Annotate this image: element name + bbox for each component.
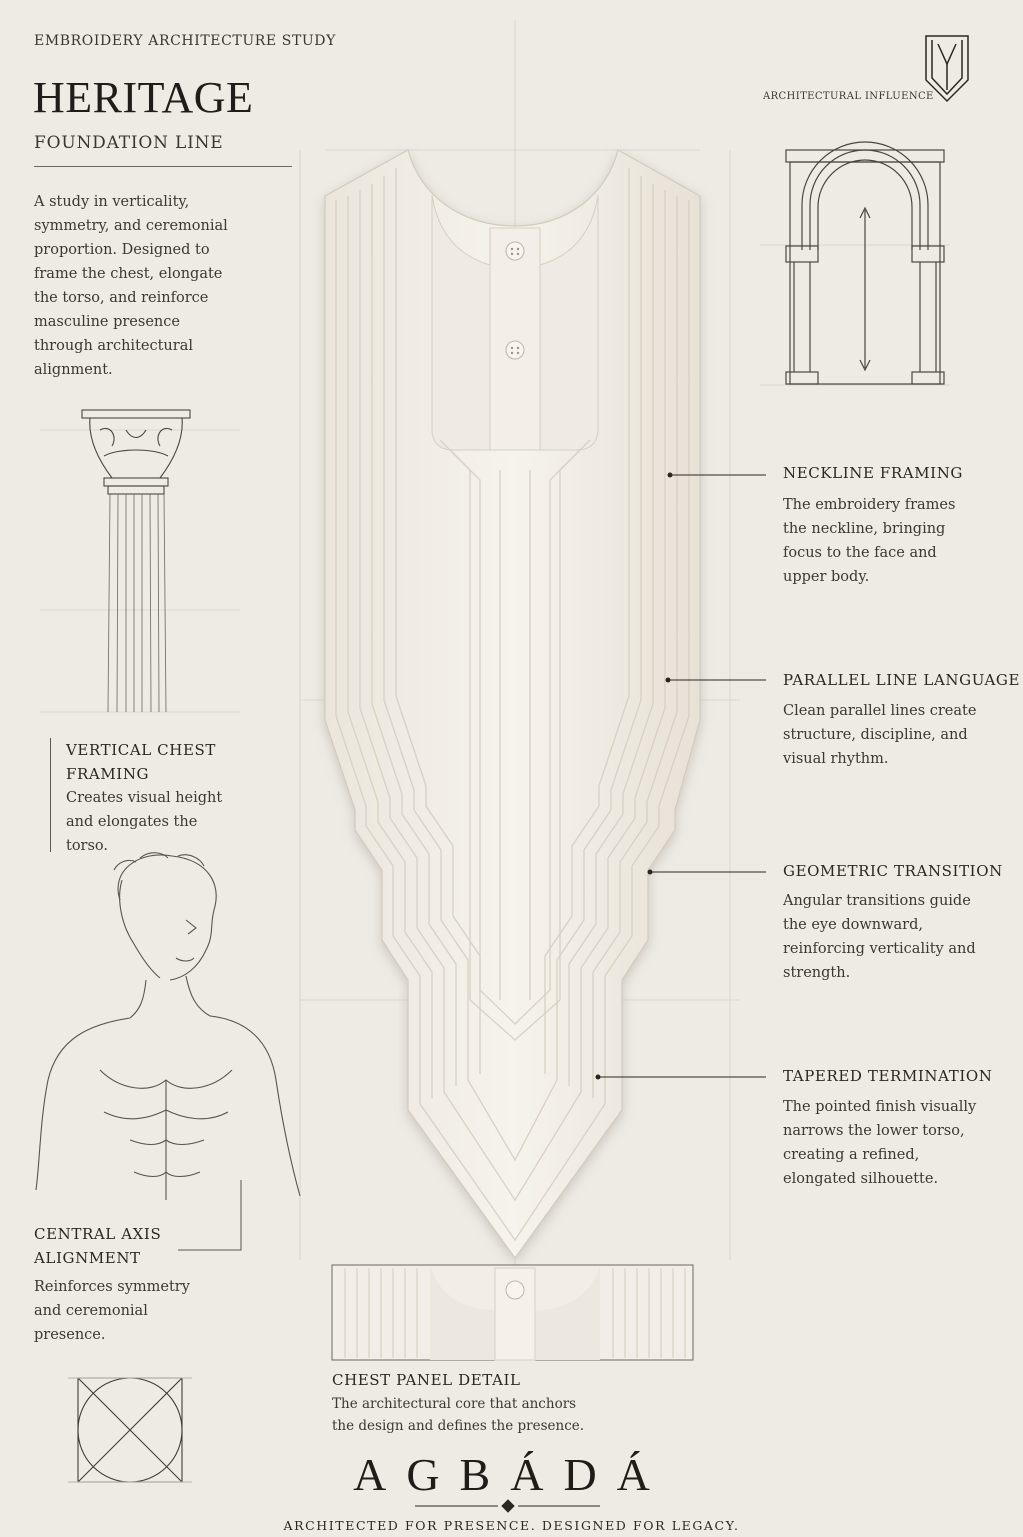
callout-tapered-title: TAPERED TERMINATION [783,1067,993,1085]
brand-tagline: ARCHITECTED FOR PRESENCE. DESIGNED FOR LEGACY. [283,1518,740,1533]
page-title: HERITAGE [33,73,254,122]
callout-geometric-text: Angular transitions guide the eye downward, reinforcing verticality and strength. [783,893,976,981]
callout-neckline-title: NECKLINE FRAMING [783,464,964,482]
callout-vertical-text: Creates visual height and elongates the torso. [66,790,223,854]
intro-paragraph: A study in verticality, symmetry, and ceremonial proportion. Designed to frame the chest, elongate the torso, and reinforce masculine presence through architectural alignment. [34,194,228,378]
callout-panel-text: The architectural core that anchors the design and defines the presence. [332,1396,585,1434]
callout-panel-title: CHEST PANEL DETAIL [332,1371,521,1389]
eyebrow-label: EMBROIDERY ARCHITECTURE STUDY [34,33,336,49]
callout-geometric-title: GEOMETRIC TRANSITION [783,862,1003,880]
architectural-influence-label: ARCHITECTURAL INFLUENCE [763,91,934,102]
callout-vertical-title: VERTICAL CHEST FRAMING [66,741,216,783]
chest-panel-detail [332,1265,693,1360]
button-placket [490,228,540,450]
corinthian-column-icon [82,410,190,712]
arch-drawing-icon [786,142,944,384]
classical-bust-icon [36,853,300,1200]
title-divider [34,166,292,167]
page-subtitle: FOUNDATION LINE [34,133,224,153]
callout-parallel-title: PARALLEL LINE LANGUAGE [783,671,1021,689]
brand-wordmark: AGBÁDÁ [353,1449,670,1500]
brand-divider-ornament [415,1500,600,1512]
callout-parallel-text: Clean parallel lines create structure, discipline, and visual rhythm. [783,703,977,767]
callout-neckline-text: The embroidery frames the neckline, bringing focus to the face and upper body. [783,497,956,585]
callout-axis-title: CENTRAL AXIS ALIGNMENT [34,1225,162,1267]
callout-tapered-text: The pointed finish visually narrows the lower torso, creating a refined, elongated silhouette. [783,1099,977,1187]
vertical-framing-bar [50,738,51,852]
callout-axis-text: Reinforces symmetry and ceremonial presence. [34,1279,190,1343]
